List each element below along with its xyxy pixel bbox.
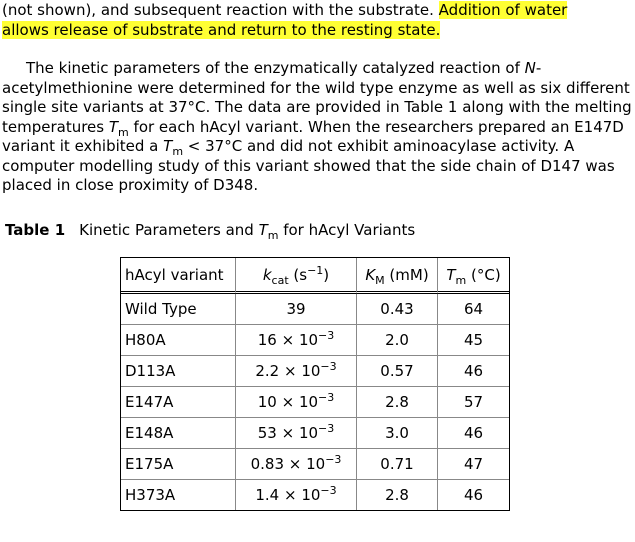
cell-km: 3.0 <box>357 418 438 449</box>
table-row <box>121 294 509 325</box>
tm-symbol: T <box>163 137 173 155</box>
cell-variant: D113A <box>121 356 236 387</box>
table-row <box>121 480 509 510</box>
cell-variant: E175A <box>121 449 236 480</box>
intro-paragraph <box>2 1 632 40</box>
cell-kcat: $53 \times 10^{-3}$ <box>236 418 357 449</box>
table-row <box>121 449 509 480</box>
kinetic-parameters-table <box>120 257 510 511</box>
table-row <box>121 356 509 387</box>
kinetics-paragraph <box>2 59 632 196</box>
cell-variant: E147A <box>121 387 236 418</box>
cell-km: 0.57 <box>357 356 438 387</box>
table-row <box>121 325 509 356</box>
cell-km: 0.43 <box>357 294 438 325</box>
cell-kcat: 39 <box>236 294 357 325</box>
cell-variant: Wild Type <box>121 294 236 325</box>
cell-tm: 57 <box>438 387 509 418</box>
paragraph-text: The kinetic parameters of the enzymatically catalyzed reaction of <box>26 59 525 77</box>
paragraph-text: for each hAcyl variant. When the researchers prepared an E147D variant it exhibited a <box>2 117 624 155</box>
table-caption <box>5 220 415 240</box>
header-tm: $T_m$ (°C) <box>438 258 509 294</box>
cell-tm: 46 <box>438 356 509 387</box>
highlighted-text: allows release of substrate and return to the resting state. <box>2 20 441 39</box>
paragraph-text: < 37°C and did not exhibit aminoacylase activity. A computer modelling study of this variant showed that the side chain of D147 was placed in close proximity of D348. <box>2 137 615 194</box>
cell-km: 2.8 <box>357 480 438 510</box>
tm-symbol: T <box>108 117 119 136</box>
table-row <box>121 387 509 418</box>
table-header-row <box>121 258 509 294</box>
cell-tm: 64 <box>438 294 509 325</box>
cell-km: 2.8 <box>357 387 438 418</box>
cell-km: 2.0 <box>357 325 438 356</box>
table-label: Table 1 <box>5 221 66 239</box>
tm-subscript: m <box>267 229 279 242</box>
cell-km: 0.71 <box>357 449 438 480</box>
cell-kcat: $10 \times 10^{-3}$ <box>236 387 357 418</box>
tm-subscript: m <box>172 145 184 158</box>
tm-subscript: m <box>118 125 129 139</box>
paragraph-text: (not shown), and subsequent reaction with the substrate. <box>2 1 439 19</box>
header-kcat: $k_{cat}$ $(s^{-1})$ <box>236 258 357 294</box>
highlighted-text: Addition of water <box>438 1 568 19</box>
cell-kcat: $1.4 \times 10^{-3}$ <box>236 480 357 510</box>
caption-text: for hAcyl Variants <box>278 221 416 239</box>
header-km: $K_M$ (mM) <box>357 258 438 294</box>
paragraph-text: -acetylmethionine were determined for the wild type enzyme as well as six different single site variants at 37°C. The data are provided in Table 1 along with the melting temperatures <box>2 59 632 136</box>
table-row <box>121 418 509 449</box>
cell-variant: H80A <box>121 325 236 356</box>
cell-tm: 46 <box>463 486 484 504</box>
cell-kcat: $2.2 \times 10^{-3}$ <box>236 356 357 387</box>
header-variant: hAcyl variant <box>121 258 236 294</box>
cell-tm: 46 <box>438 418 509 449</box>
cell-variant: E148A <box>121 418 236 449</box>
italic-n: N <box>524 59 536 77</box>
cell-kcat: $16 \times 10^{-3}$ <box>236 325 357 356</box>
tm-symbol: T <box>258 221 268 239</box>
cell-tm: 47 <box>438 449 509 480</box>
cell-kcat: $0.83 \times 10^{-3}$ <box>236 449 357 480</box>
cell-tm: 45 <box>438 325 509 356</box>
caption-text: Kinetic Parameters and <box>79 221 259 239</box>
cell-variant: H373A <box>121 480 236 510</box>
